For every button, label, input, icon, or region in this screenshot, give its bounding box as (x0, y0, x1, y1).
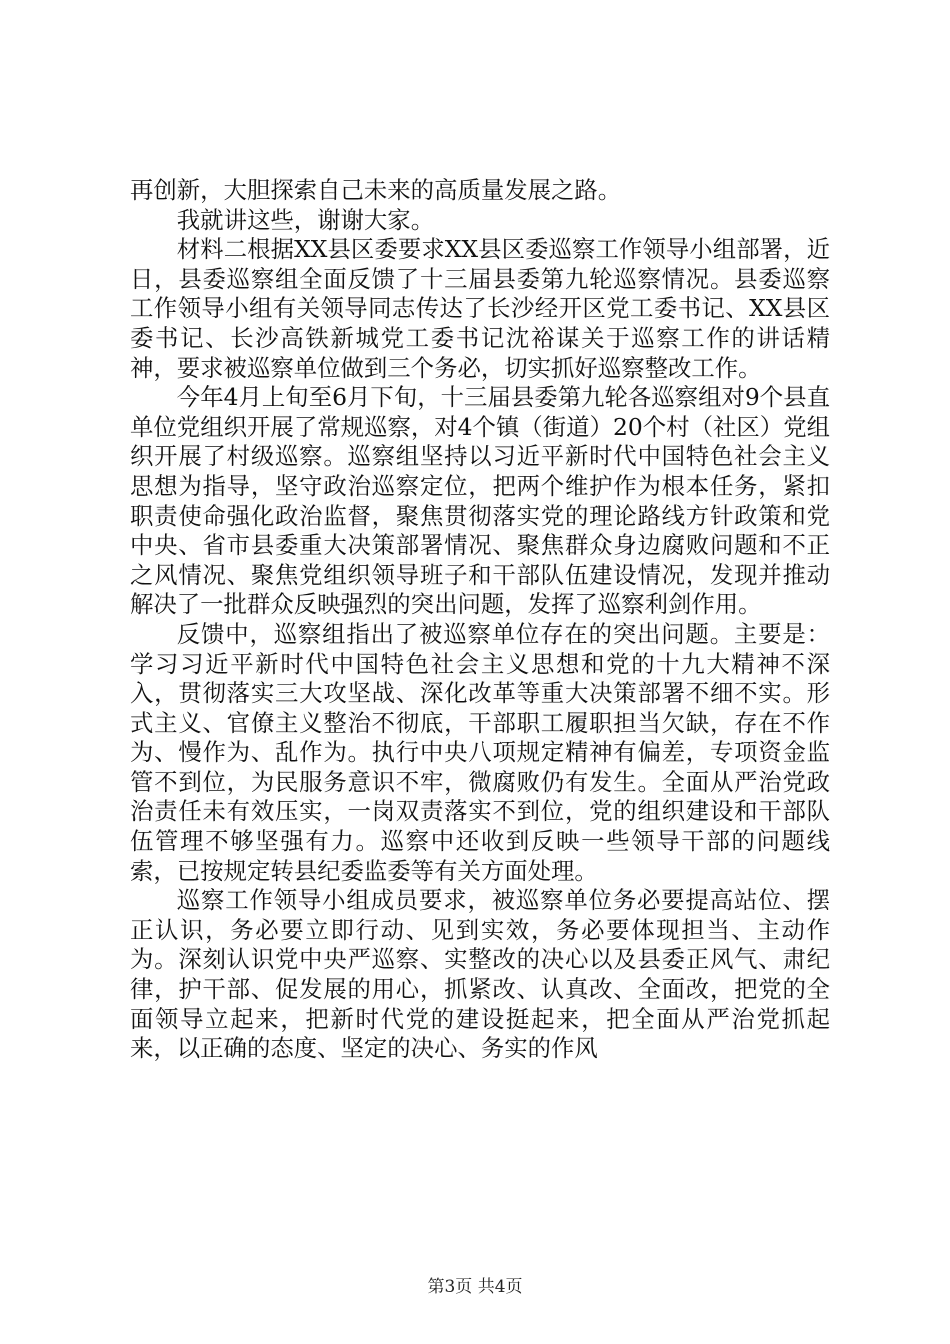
paragraph-closing-line: 再创新，大胆探索自己未来的高质量发展之路。 (130, 176, 622, 204)
paragraph-feedback-issues: 反馈中，巡察组指出了被巡察单位存在的突出问题。主要是：学习习近平新时代中国特色社会主义思想和党的十九大精神不深入，贯彻落实三大攻坚战、深化改革等重大决策部署不细不实。形式主义、官僚主义整治不彻底，干部职工履职担当欠缺，存在不作为、慢作为、乱作为。执行中央八项规定精神有偏差，专项资金监管不到位，为民服务意识不牢，微腐败仍有发生。全面从严治党政治责任未有效压实，一岗双责落实不到位，党的组织建设和干部队伍管理不够坚强有力。巡察中还收到反映一些领导干部的问题线索，已按规定转县纪委监委等有关方面处理。 (130, 619, 830, 885)
document-body (130, 176, 830, 1064)
page-number-footer: 第3页 共4页 (427, 1277, 523, 1297)
paragraph-thanks: 我就讲这些，谢谢大家。 (176, 205, 435, 234)
paragraph-inspection-overview: 今年4月上旬至6月下旬，十三届县委第九轮各巡察组对9个县直单位党组织开展了常规巡察，对4个镇（街道）20个村（社区）党组织开展了村级巡察。巡察组坚持以习近平新时代中国特色社会主义思想为指导，坚守政治巡察定位，把两个维护作为根本任务，紧扣职责使命强化政治监督，聚焦贯彻落实党的理论路线方针政策和党中央、省市县委重大决策部署情况、聚焦群众身边腐败问题和不正之风情况、聚焦党组织领导班子和干部队伍建设情况，发现并推动解决了一批群众反映强烈的突出问题，发挥了巡察利剑作用。 (130, 383, 830, 619)
paragraph-requirements: 巡察工作领导小组成员要求，被巡察单位务必要提高站位、摆正认识，务必要立即行动、见到实效，务必要体现担当、主动作为。深刻认识党中央严巡察、实整改的决心以及县委正风气、肃纪律，护干部、促发展的用心，抓紧改、认真改、全面改，把党的全面领导立起来，把新时代党的建设挺起来，把全面从严治党抓起来，以正确的态度、坚定的决心、务实的作风 (130, 886, 830, 1063)
paragraph-material-two: 材料二根据XX县区委要求XX县区委巡察工作领导小组部署，近日，县委巡察组全面反馈了十三届县委第九轮巡察情况。县委巡察工作领导小组有关领导同志传达了长沙经开区党工委书记、XX县区委书记、长沙高铁新城党工委书记沈裕谋关于巡察工作的讲话精神，要求被巡察单位做到三个务必，切实抓好巡察整改工作。 (130, 235, 830, 382)
